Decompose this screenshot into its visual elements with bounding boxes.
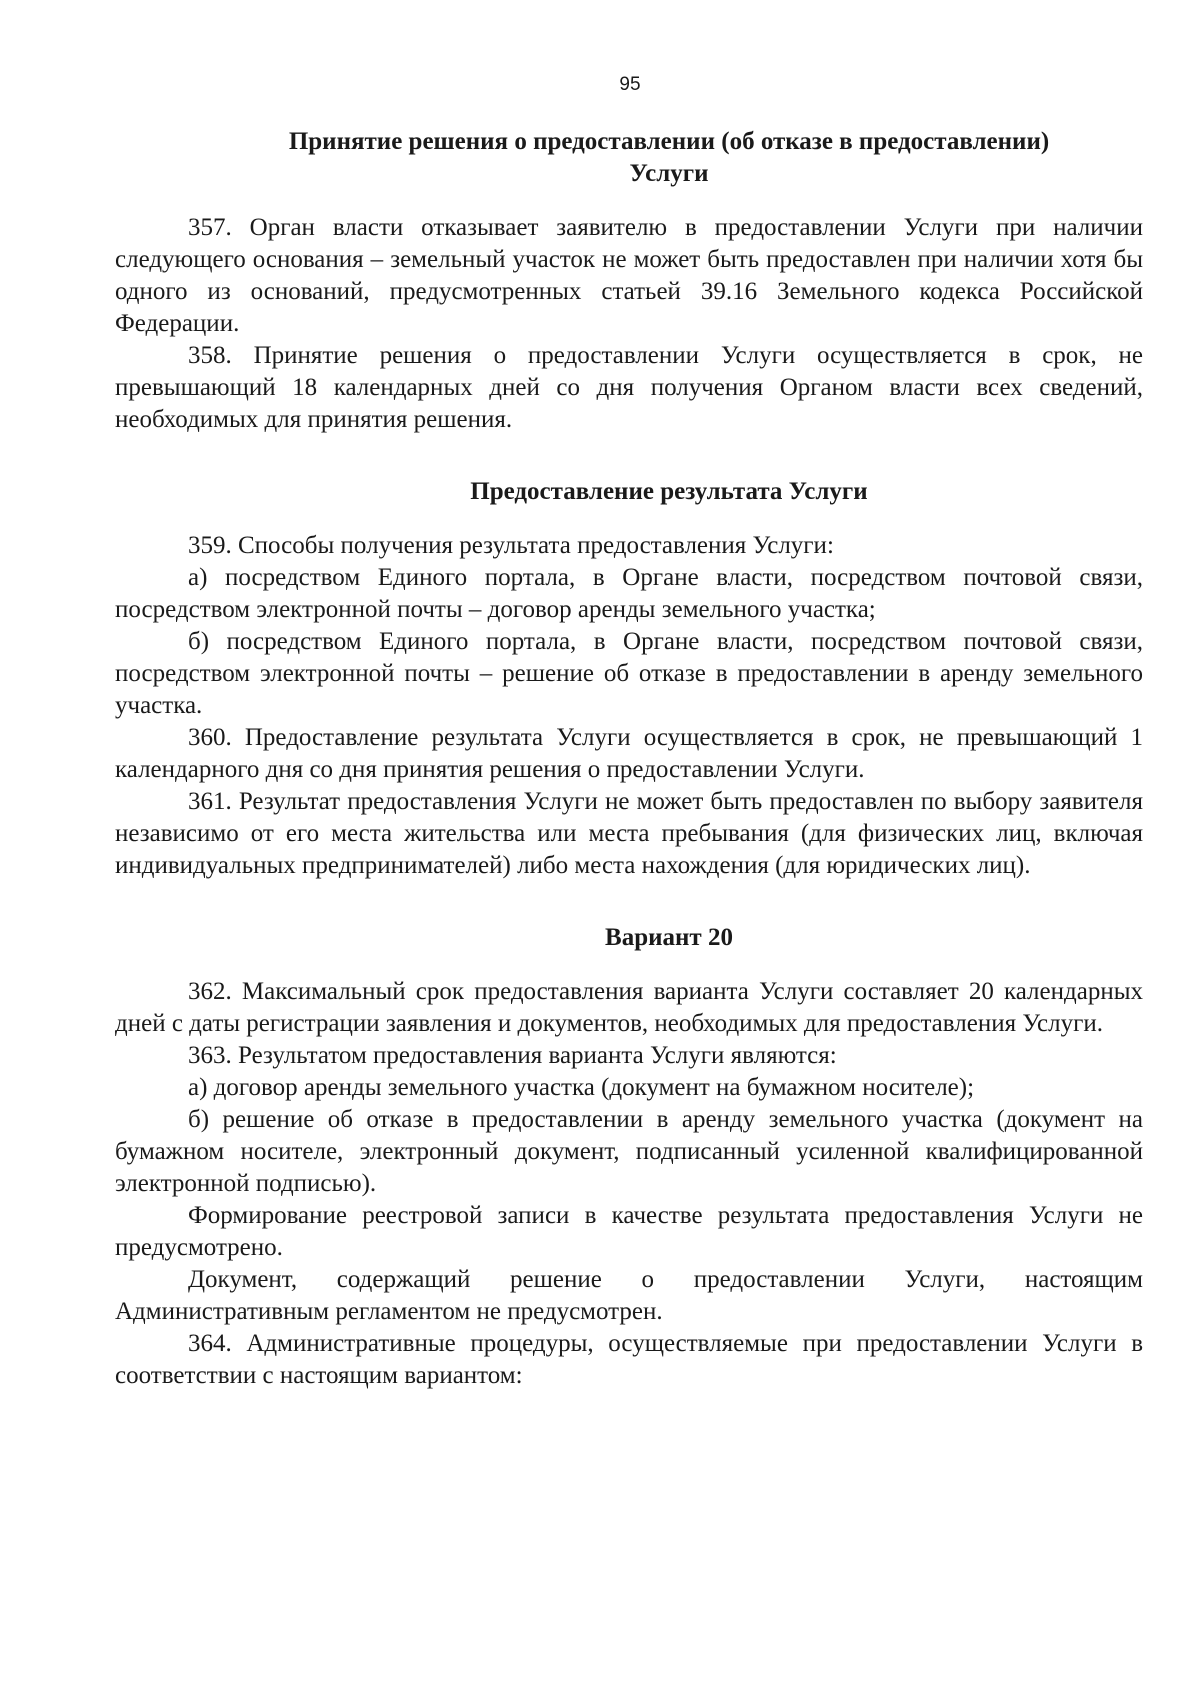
paragraph-registry: Формирование реестровой записи в качестве результата предоставления Услуги не предусмотрено. [115,1202,1143,1261]
heading-line-1: Принятие решения о предоставлении (об отказе в предоставлении) [288,128,1050,155]
section-result [115,476,1143,882]
paragraph-360: 360. Предоставление результата Услуги осуществляется в срок, не превышающий 1 календарного дня со дня принятия решения о предоставлении Услуги. [115,724,1143,783]
paragraph-357: 357. Орган власти отказывает заявителю в предоставлении Услуги при наличии следующего основания – земельный участок не может быть предоставлен при наличии хотя бы одного из оснований, предусмотренных статьей 39.16 Земельного кодекса Российской Федерации. [115,214,1143,337]
page-number: 95 [619,74,641,95]
section-variant-20 [115,922,1143,1392]
heading-line-2: Услуги [629,160,709,187]
document-body [115,126,1143,1392]
paragraph-358: 358. Принятие решения о предоставлении Услуги осуществляется в срок, не превышающий 18 календарных дней со дня получения Органом власти всех сведений, необходимых для принятия решения. [115,342,1143,433]
paragraph-363: 363. Результатом предоставления варианта Услуги являются: [188,1042,837,1069]
paragraph-document: Документ, содержащий решение о предоставлении Услуги, настоящим Административным регламентом не предусмотрен. [115,1266,1143,1325]
paragraph-364: 364. Административные процедуры, осуществляемые при предоставлении Услуги в соответствии с настоящим вариантом: [115,1330,1143,1389]
section-heading [115,126,1143,190]
section-heading: Вариант 20 [605,924,733,951]
paragraph-359-b: б) посредством Единого портала, в Органе власти, посредством почтовой связи, посредством электронной почты – решение об отказе в предоставлении в аренду земельного участка. [115,628,1143,719]
paragraph-359-a: а) посредством Единого портала, в Органе власти, посредством почтовой связи, посредством электронной почты – договор аренды земельного участка; [115,564,1143,623]
paragraph-361: 361. Результат предоставления Услуги не может быть предоставлен по выбору заявителя независимо от его места жительства или места пребывания (для физических лиц, включая индивидуальных предпринимателей) либо места нахождения (для юридических лиц). [115,788,1143,879]
section-heading: Предоставление результата Услуги [470,478,868,505]
paragraph-363-a: а) договор аренды земельного участка (документ на бумажном носителе); [188,1074,975,1101]
paragraph-362: 362. Максимальный срок предоставления варианта Услуги составляет 20 календарных дней с даты регистрации заявления и документов, необходимых для предоставления Услуги. [115,978,1143,1037]
section-decision [115,126,1143,436]
paragraph-363-b: б) решение об отказе в предоставлении в аренду земельного участка (документ на бумажном носителе, электронный документ, подписанный усиленной квалифицированной электронной подписью). [115,1106,1143,1197]
paragraph-359: 359. Способы получения результата предоставления Услуги: [188,532,834,559]
